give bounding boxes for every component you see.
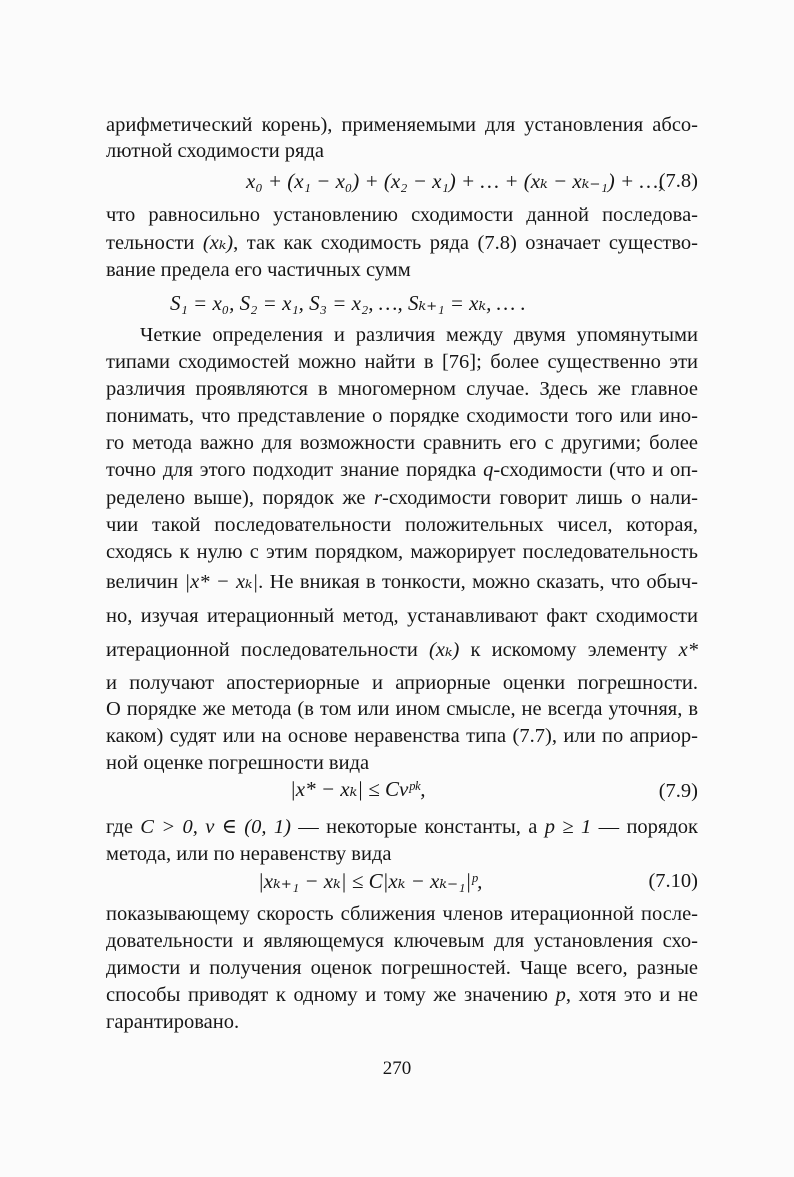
text-line: и получают апостериорные и априорные оценки погрешности. — [106, 672, 698, 694]
text-line: димости и получения оценок погрешностей. Чаще всего, разные — [106, 957, 698, 979]
math: p — [555, 984, 566, 1006]
text: , так как сходимость ряда (7.8) означает существо- — [233, 232, 698, 254]
text: ределено выше), порядок же — [106, 487, 375, 509]
text: , хотя это и не — [565, 984, 698, 1006]
equation-number: (7.8) — [658, 170, 698, 192]
text-line: гарантировано. — [106, 1011, 240, 1033]
math: x* — [678, 639, 698, 661]
text-line: лютной сходимости ряда — [106, 140, 325, 162]
text-line: вание предела его частичных сумм — [106, 259, 411, 281]
text-line: довательности и являющемуся ключевым для установления схо- — [106, 930, 698, 952]
text: -сходимости (что и оп- — [493, 459, 699, 481]
math: (xₖ) — [429, 639, 460, 661]
equation-7-10: |xₖ₊₁ − xₖ| ≤ C|xₖ − xₖ₋₁|ᵖ, — [258, 869, 483, 893]
text-line: что равносильно установлению сходимости данной последова- — [106, 204, 698, 226]
math: |x* − xₖ| — [184, 571, 259, 593]
math: r — [374, 487, 383, 509]
text: величин — [106, 571, 185, 593]
text-line: типами сходимостей можно найти в [76]; более существенно эти — [106, 351, 698, 373]
text-line: арифметический корень), применяемыми для установления абсо- — [106, 114, 698, 136]
math: p ≥ 1 — [544, 816, 592, 838]
math: (xₖ) — [202, 232, 234, 254]
text: где — [106, 816, 141, 838]
equation-number: (7.9) — [658, 780, 698, 802]
text-line — [106, 231, 698, 255]
text-line — [106, 638, 698, 662]
math: q — [483, 459, 494, 481]
text-line — [106, 815, 698, 839]
text-line — [106, 458, 698, 482]
equation-7-9: |x* − xₖ| ≤ Cνᵖᵏ, — [290, 777, 426, 801]
partial-sums-equation: S₁ = x₀, S₂ = x₁, S₃ = x₂, …, Sₖ₊₁ = xₖ, … . — [170, 291, 526, 315]
text-line — [106, 983, 698, 1007]
paragraph-start: Четкие определения и различия между двумя упомянутыми — [140, 324, 698, 346]
equation-number: (7.10) — [648, 870, 698, 892]
text: -сходимости говорит лишь о нали- — [382, 487, 698, 509]
text: — порядок — [591, 816, 698, 838]
text-line: метода, или по неравенству вида — [106, 843, 392, 865]
text-line — [106, 570, 698, 594]
text: итерационной последовательности — [106, 639, 430, 661]
text-line: О порядке же метода (в том или ином смысле, не всегда уточняя, в — [106, 698, 698, 720]
text-line: чии такой последовательности положительных чисел, которая, — [106, 514, 698, 536]
text-line: ной оценке погрешности вида — [106, 752, 370, 774]
text: к искомому элементу — [459, 639, 679, 661]
text-line: но, изучая итерационный метод, устанавливают факт сходимости — [106, 605, 698, 627]
page-number: 270 — [382, 1058, 412, 1079]
math: C > 0, ν ∈ (0, 1) — [140, 816, 291, 838]
text-line: го метода важно для возможности сравнить его с другими; более — [106, 432, 698, 454]
text-line: показывающему скорость сближения членов итерационной после- — [106, 903, 698, 925]
text-line: каком) судят или на основе неравенства типа (7.7), или по априор- — [106, 725, 698, 747]
text: точно для этого подходит знание порядка — [106, 459, 484, 481]
text-line: понимать, что представление о порядке сходимости того или ино- — [106, 405, 698, 427]
text: . Не вникая в тонкости, можно сказать, что обыч- — [258, 571, 698, 593]
text: тельности — [106, 232, 203, 254]
equation-7-8: x₀ + (x₁ − x₀) + (x₂ − x₁) + … + (xₖ − xₖ₋₁) + …, — [246, 169, 664, 193]
text: — некоторые константы, а — [290, 816, 545, 838]
text-line: различия проявляются в многомерном случае. Здесь же главное — [106, 378, 698, 400]
text: способы приводят к одному и тому же значению — [106, 984, 556, 1006]
text-line — [106, 486, 698, 510]
text-line: сходясь к нулю с этим порядком, мажорирует последовательность — [106, 541, 698, 563]
